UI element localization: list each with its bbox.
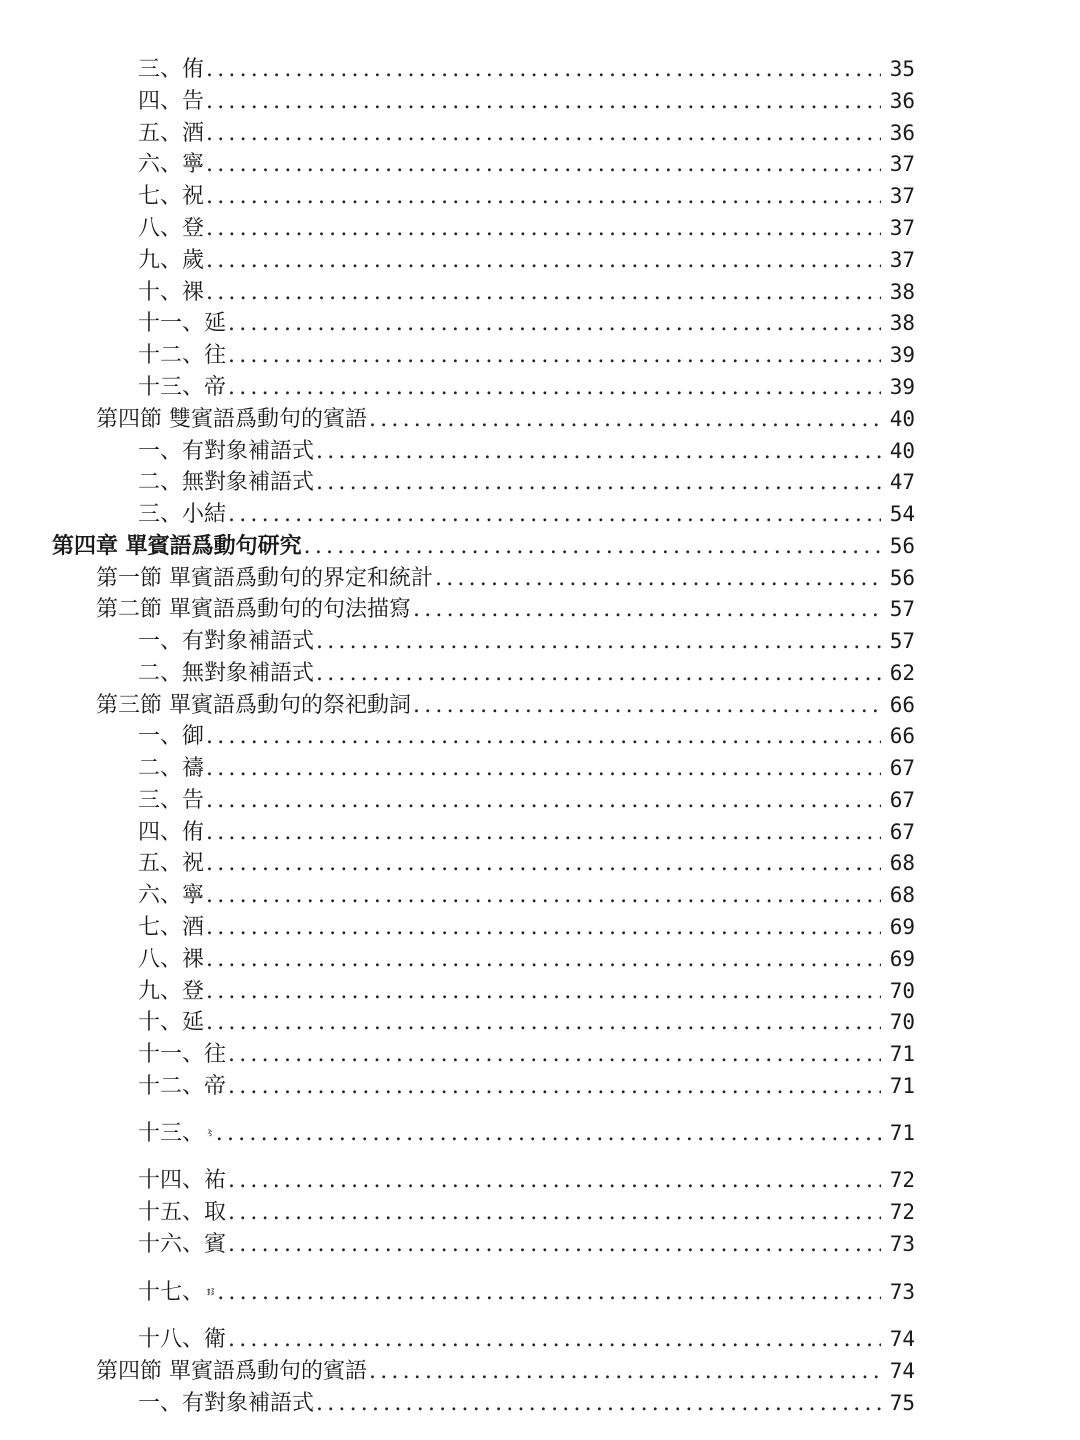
toc-entry-label: 十七、	[138, 1280, 205, 1305]
toc-page-number: 37	[889, 152, 915, 176]
toc-entry	[138, 54, 915, 84]
toc-page-number: 67	[889, 756, 915, 780]
dot-leader	[216, 1119, 881, 1149]
toc-page-number: 40	[889, 407, 915, 431]
dot-leader	[206, 945, 881, 975]
dot-leader	[228, 1325, 881, 1355]
toc-page-number: 37	[889, 184, 915, 208]
toc-entry-label: 三、告	[138, 788, 205, 813]
dot-leader	[413, 691, 881, 721]
dot-leader	[304, 532, 881, 562]
toc-page-number: 54	[889, 502, 915, 526]
toc-entry-label: 第四節 雙賓語爲動句的賓語	[96, 407, 367, 432]
toc-page-number: 57	[889, 629, 915, 653]
toc-page-number: 36	[889, 121, 915, 145]
dot-leader	[435, 564, 881, 594]
dot-leader	[316, 627, 881, 657]
toc-entry	[138, 499, 915, 529]
toc-page-number: 56	[889, 534, 915, 558]
toc-entry-label: 第一節 單賓語爲動句的界定和統計	[96, 566, 433, 591]
dot-leader	[316, 1389, 881, 1419]
toc-entry-label: 十八、衛	[138, 1327, 227, 1352]
toc-entry-label: 十四、祐	[138, 1168, 227, 1193]
toc-entry	[138, 658, 915, 688]
toc-entry-label: 九、登	[138, 979, 205, 1004]
dot-leader	[206, 278, 881, 308]
toc-page-number: 72	[889, 1168, 915, 1192]
toc-entry-label: 第三節 單賓語爲動句的祭祀動詞	[96, 693, 411, 718]
toc-entry	[138, 1165, 915, 1195]
toc-entry	[138, 149, 915, 179]
toc-page-number: 57	[889, 597, 915, 621]
toc-entry-label: 五、酒	[138, 121, 205, 146]
toc-entry-label: 三、侑	[138, 57, 205, 82]
toc-page-number: 70	[889, 1010, 915, 1034]
dot-leader	[228, 1072, 881, 1102]
toc-page-number: 74	[889, 1327, 915, 1351]
toc-entry	[138, 880, 915, 910]
toc-entry	[138, 1197, 915, 1227]
toc-page-number: 71	[889, 1121, 915, 1145]
toc-entry	[138, 118, 915, 148]
dot-leader	[206, 786, 881, 816]
toc-entry	[138, 1277, 915, 1307]
toc-page-number: 68	[889, 851, 915, 875]
toc-entry-label: 三、小結	[138, 502, 227, 527]
dot-leader	[206, 881, 881, 911]
toc-entry	[138, 372, 915, 402]
toc-entry-label: 十三、帝	[138, 375, 227, 400]
dot-leader	[228, 1166, 881, 1196]
dot-leader	[316, 437, 881, 467]
toc-entry-label: 六、寧	[138, 152, 205, 177]
toc-entry-label: 十一、往	[138, 1042, 227, 1067]
toc-entry	[138, 308, 915, 338]
toc-page-number: 67	[889, 820, 915, 844]
toc-entry-label: 一、有對象補語式	[138, 629, 315, 654]
toc-entry	[138, 1071, 915, 1101]
dot-leader	[369, 1357, 881, 1387]
toc-page-number: 37	[889, 248, 915, 272]
toc-page-number: 35	[889, 57, 915, 81]
toc-entry-label: 十二、帝	[138, 1074, 227, 1099]
toc-page-number: 39	[889, 343, 915, 367]
toc-entry	[138, 86, 915, 116]
toc-page-number: 72	[889, 1200, 915, 1224]
toc-entry	[138, 213, 915, 243]
toc-page-number: 36	[889, 89, 915, 113]
dot-leader	[206, 150, 881, 180]
dot-leader	[228, 309, 881, 339]
toc-entry	[138, 181, 915, 211]
dot-leader	[228, 500, 881, 530]
toc-page-number: 62	[889, 661, 915, 685]
toc-entry-label: 第二節 單賓語爲動句的句法描寫	[96, 597, 411, 622]
dot-leader	[217, 1278, 881, 1308]
toc-entry-label: 六、寧	[138, 883, 205, 908]
dot-leader	[206, 119, 881, 149]
toc-section-entry	[96, 1356, 915, 1386]
dot-leader	[206, 849, 881, 879]
toc-entry	[138, 817, 915, 847]
toc-page-number: 74	[889, 1359, 915, 1383]
toc-entry	[138, 721, 915, 751]
toc-entry-label: 第四章 單賓語爲動句研究	[52, 533, 302, 559]
toc-entry	[138, 944, 915, 974]
toc-entry	[138, 976, 915, 1006]
toc-entry	[138, 1324, 915, 1354]
toc-page-number: 68	[889, 883, 915, 907]
toc-section-entry	[96, 690, 915, 720]
toc-entry	[138, 467, 915, 497]
toc-entry	[138, 626, 915, 656]
toc-entry	[138, 245, 915, 275]
toc-page-number: 38	[889, 311, 915, 335]
dot-leader	[413, 595, 881, 625]
toc-page-number: 38	[889, 280, 915, 304]
oracle-bone-glyph-icon	[206, 1120, 214, 1146]
toc-page-number: 75	[889, 1391, 915, 1415]
toc-entry-label: 一、御	[138, 724, 205, 749]
dot-leader	[206, 977, 881, 1007]
toc-entry	[138, 848, 915, 878]
toc-page-number: 40	[889, 439, 915, 463]
dot-leader	[206, 55, 881, 85]
toc-entry	[138, 753, 915, 783]
dot-leader	[206, 87, 881, 117]
toc-entry	[138, 1388, 915, 1418]
toc-page-number: 69	[889, 915, 915, 939]
toc-entry-label: 七、酒	[138, 915, 205, 940]
dot-leader	[316, 468, 881, 498]
toc-entry-label: 十一、延	[138, 311, 227, 336]
toc-page-number: 37	[889, 216, 915, 240]
toc-entry-label: 一、有對象補語式	[138, 1391, 315, 1416]
toc-entry	[138, 436, 915, 466]
toc-entry-label: 第四節 單賓語爲動句的賓語	[96, 1359, 367, 1384]
toc-entry-label: 十五、取	[138, 1200, 227, 1225]
toc-entry	[138, 1007, 915, 1037]
toc-entry-label: 十二、往	[138, 343, 227, 368]
dot-leader	[228, 373, 881, 403]
toc-page-number: 66	[889, 724, 915, 748]
toc-section-entry	[96, 404, 915, 434]
toc-page-number: 71	[889, 1042, 915, 1066]
dot-leader	[228, 1230, 881, 1260]
dot-leader	[206, 818, 881, 848]
dot-leader	[228, 1040, 881, 1070]
toc-page-number: 67	[889, 788, 915, 812]
toc-entry-label: 十、祼	[138, 280, 205, 305]
toc-entry	[138, 912, 915, 942]
dot-leader	[206, 754, 881, 784]
toc-page-number: 69	[889, 947, 915, 971]
toc-entry-label: 二、無對象補語式	[138, 470, 315, 495]
dot-leader	[206, 182, 881, 212]
toc-page-number: 73	[889, 1232, 915, 1256]
dot-leader	[206, 722, 881, 752]
toc-page-number: 71	[889, 1074, 915, 1098]
toc-page-number: 56	[889, 566, 915, 590]
toc-section-entry	[96, 563, 915, 593]
toc-entry-label: 五、祝	[138, 851, 205, 876]
toc-entry	[138, 277, 915, 307]
toc-entry	[138, 340, 915, 370]
toc-entry-label: 十三、	[138, 1121, 205, 1146]
toc-entry	[138, 1039, 915, 1069]
toc-page-number: 66	[889, 693, 915, 717]
toc-entry-label: 九、歲	[138, 248, 205, 273]
toc-page-number: 39	[889, 375, 915, 399]
toc-section-entry	[96, 594, 915, 624]
dot-leader	[369, 405, 881, 435]
dot-leader	[206, 913, 881, 943]
toc-entry-label: 八、登	[138, 216, 205, 241]
toc-page-number: 73	[889, 1280, 915, 1304]
toc-page-number: 47	[889, 470, 915, 494]
toc-entry-label: 一、有對象補語式	[138, 439, 315, 464]
dot-leader	[228, 1198, 881, 1228]
toc-entry-label: 十六、賓	[138, 1232, 227, 1257]
toc-entry-label: 十、延	[138, 1010, 205, 1035]
dot-leader	[316, 659, 881, 689]
toc-entry	[138, 1229, 915, 1259]
toc-entry-label: 七、祝	[138, 184, 205, 209]
toc-entry-label: 二、無對象補語式	[138, 661, 315, 686]
toc-page-number: 70	[889, 979, 915, 1003]
toc-entry-label: 四、告	[138, 89, 205, 114]
toc-entry	[138, 1118, 915, 1148]
toc-entry-label: 四、侑	[138, 820, 205, 845]
toc-chapter-entry	[52, 531, 915, 561]
dot-leader	[206, 1008, 881, 1038]
dot-leader	[206, 246, 881, 276]
dot-leader	[206, 214, 881, 244]
toc-entry-label: 八、祼	[138, 947, 205, 972]
archaic-character-glyph-icon	[206, 1279, 215, 1305]
toc-entry	[138, 785, 915, 815]
toc-entry-label: 二、禱	[138, 756, 205, 781]
dot-leader	[228, 341, 881, 371]
